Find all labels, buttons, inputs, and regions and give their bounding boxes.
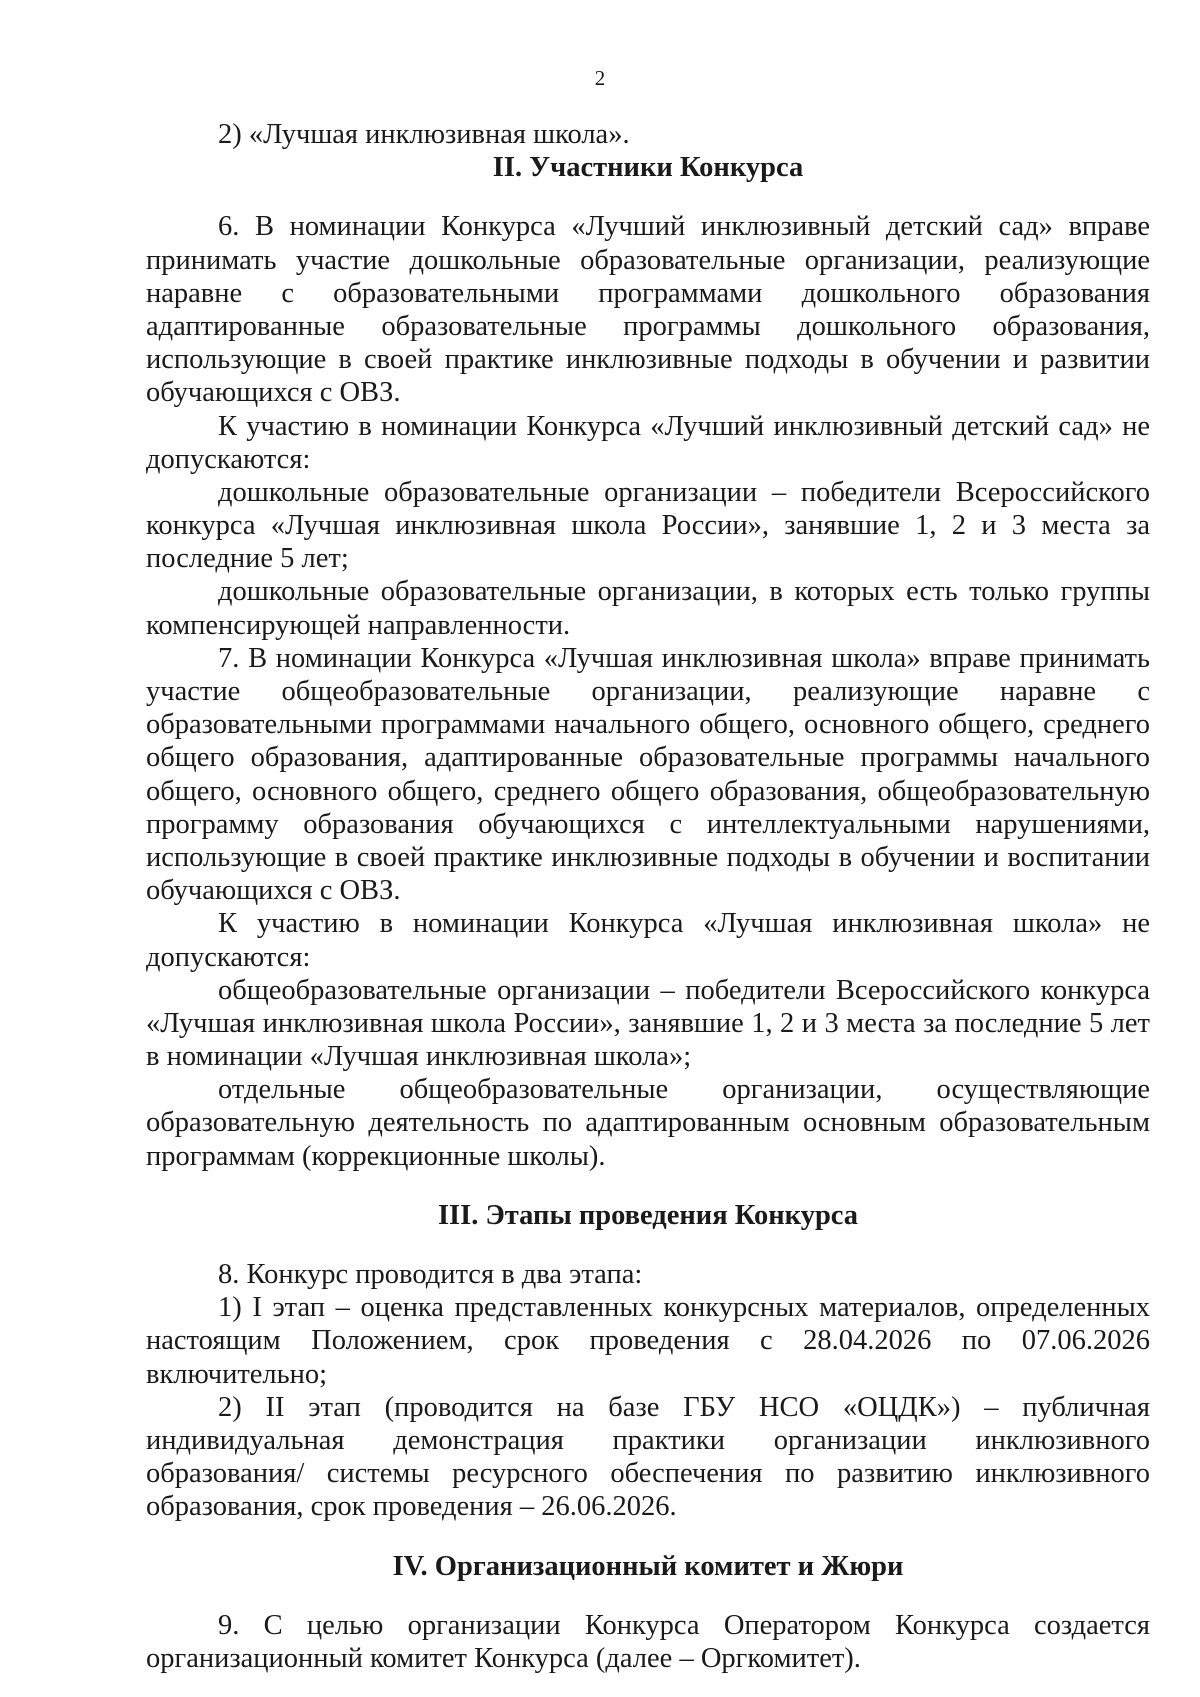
paragraph-6: [146, 210, 1150, 409]
text-line: отдельные общеобразовательные организации, осуществляющие: [218, 1074, 1150, 1106]
paragraph-8-stage-1: [146, 1291, 1150, 1391]
text-line: включительно;: [146, 1358, 328, 1390]
text-line: образования, срок проведения – 26.06.2026.: [146, 1491, 677, 1523]
paragraph-7: [146, 642, 1150, 908]
text-line: допускаются:: [146, 941, 311, 973]
text-line: 2) II этап (проводится на базе ГБУ НСО «ОЦДК») – публичная: [218, 1391, 1150, 1423]
text-line: допускаются:: [146, 443, 311, 475]
section-3-heading: III. Этапы проведения Конкурса: [437, 1199, 859, 1231]
text-line: использующие в своей практике инклюзивные подходы в обучении и развитии: [146, 344, 1150, 376]
text-line: наравне с образовательными программами дошкольного образования: [146, 277, 1150, 309]
text-line: конкурса «Лучшая инклюзивная школа России», занявшие 1, 2 и 3 места за: [146, 510, 1150, 542]
text-line: образовательную деятельность по адаптированным основным образовательным: [146, 1107, 1150, 1139]
page-number: 2: [594, 66, 606, 90]
text-line: последние 5 лет;: [146, 543, 349, 575]
intro-item: 2) «Лучшая инклюзивная школа».: [218, 119, 630, 150]
text-line: К участию в номинации Конкурса «Лучшая инклюзивная школа» не: [218, 908, 1150, 940]
document-body: [146, 118, 1150, 1675]
text-line: 8. Конкурс проводится в два этапа:: [218, 1259, 643, 1290]
text-line: программу образования обучающихся с интеллектуальными нарушениями,: [146, 808, 1150, 840]
text-line: общего, основного общего, среднего общего образования, общеобразовательную: [146, 775, 1150, 807]
text-line: 9. С целью организации Конкурса Оператором Конкурса создается: [218, 1609, 1150, 1641]
text-line: обучающихся с ОВЗ.: [146, 875, 401, 907]
text-line: 6. В номинации Конкурса «Лучший инклюзивный детский сад» вправе: [218, 211, 1150, 243]
paragraph-9: [146, 1609, 1150, 1675]
text-line: дошкольные образовательные организации, в которых есть только группы: [218, 576, 1150, 608]
text-line: образовательными программами начального общего, основного общего, среднего: [146, 709, 1150, 741]
text-line: общеобразовательные организации – победители Всероссийского конкурса: [218, 974, 1150, 1006]
text-line: 1) I этап – оценка представленных конкурсных материалов, определенных: [218, 1292, 1150, 1324]
paragraph-6-exclusion-a: [146, 476, 1150, 576]
text-line: индивидуальная демонстрация практики организации инклюзивного: [146, 1424, 1150, 1456]
text-line: обучающихся с ОВЗ.: [146, 377, 401, 409]
text-line: настоящим Положением, срок проведения с 28.04.2026 по 07.06.2026: [146, 1325, 1150, 1357]
paragraph-7-exclusions: [146, 907, 1150, 973]
text-line: компенсирующей направленности.: [146, 609, 571, 641]
text-line: использующие в своей практике инклюзивные подходы в обучении и воспитании: [146, 841, 1150, 873]
paragraph-7-exclusion-b: [146, 1073, 1150, 1173]
text-line: организационный комитет Конкурса (далее – Оргкомитет).: [146, 1642, 861, 1674]
paragraph-8: [146, 1258, 1150, 1291]
paragraph-6-exclusions: [146, 410, 1150, 476]
text-line: общего образования, адаптированные образовательные программы начального: [146, 742, 1150, 774]
section-2-heading: II. Участники Конкурса: [492, 152, 804, 184]
text-line: 7. В номинации Конкурса «Лучшая инклюзивная школа» вправе принимать: [218, 642, 1150, 674]
paragraph-8-stage-2: [146, 1391, 1150, 1524]
text-line: «Лучшая инклюзивная школа России», занявшие 1, 2 и 3 места за последние 5 лет: [146, 1007, 1150, 1039]
paragraph-7-exclusion-a: [146, 974, 1150, 1074]
text-line: программам (коррекционные школы).: [146, 1140, 606, 1172]
section-4-heading: IV. Организационный комитет и Жюри: [392, 1550, 904, 1582]
text-line: участие общеобразовательные организации, реализующие наравне с: [146, 676, 1150, 707]
text-line: К участию в номинации Конкурса «Лучший инклюзивный детский сад» не: [218, 410, 1150, 442]
text-line: образования/ системы ресурсного обеспечения по развитию инклюзивного: [146, 1458, 1150, 1490]
text-line: в номинации «Лучшая инклюзивная школа»;: [146, 1041, 692, 1073]
text-line: принимать участие дошкольные образовательные организации, реализующие: [146, 244, 1150, 276]
text-line: дошкольные образовательные организации – победители Всероссийского: [218, 476, 1150, 508]
text-line: адаптированные образовательные программы дошкольного образования,: [146, 310, 1150, 342]
paragraph-6-exclusion-b: [146, 575, 1150, 641]
